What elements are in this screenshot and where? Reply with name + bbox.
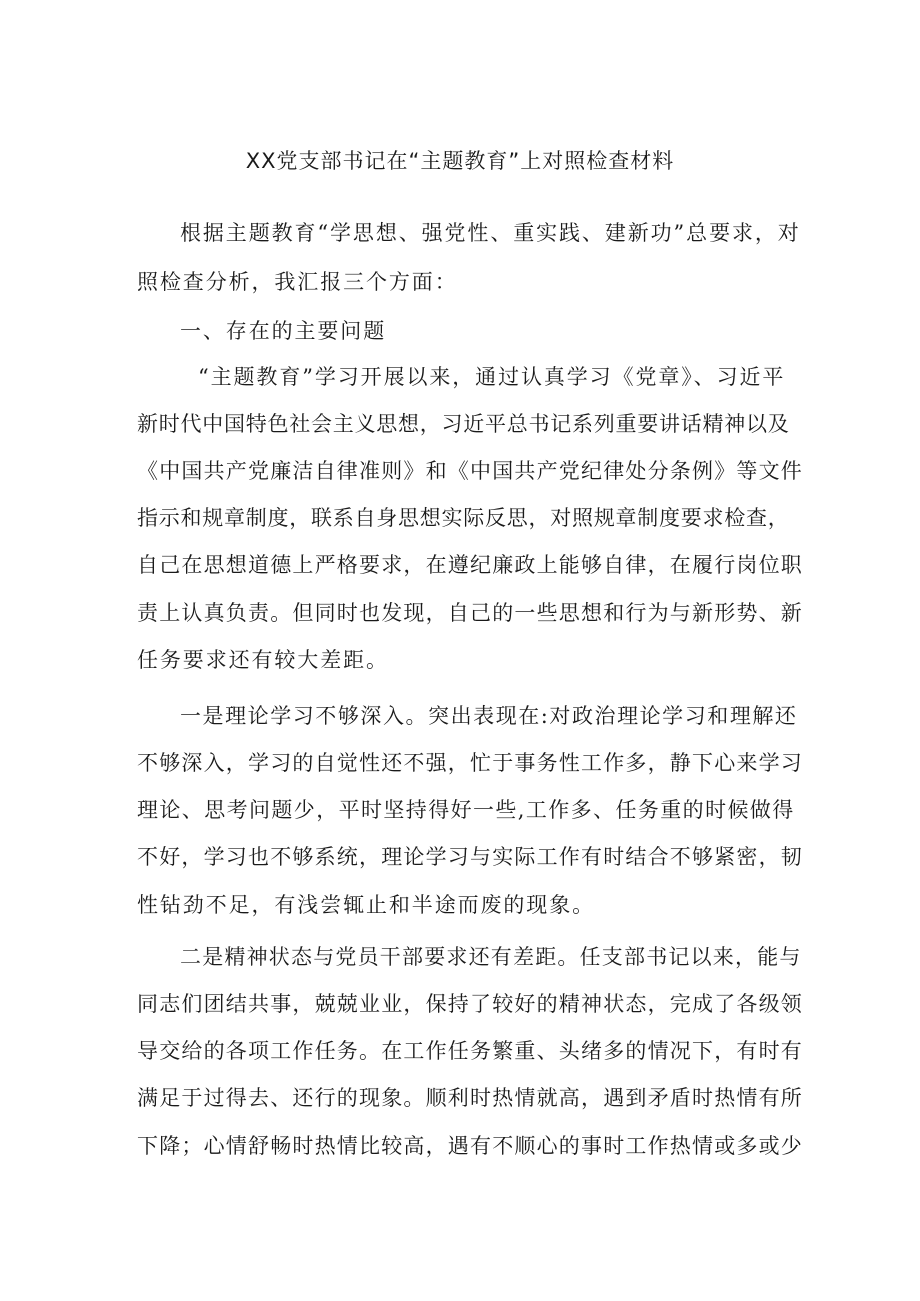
text-line: 不够深入，学习的自觉性还不强，忙于事务性工作多，静下心来学习 bbox=[137, 751, 803, 775]
text-line: 照检查分析，我汇报三个方面： bbox=[137, 270, 458, 294]
text-line: 性钻劲不足，有浅尝辄止和半途而废的现象。 bbox=[137, 893, 595, 917]
text-line: 同志们团结共事，兢兢业业，保持了较好的精神状态，完成了各级领 bbox=[137, 992, 803, 1016]
text-line: 任务要求还有较大差距。 bbox=[137, 648, 389, 672]
text-line: 新时代中国特色社会主义思想，习近平总书记系列重要讲话精神以及 bbox=[137, 412, 790, 436]
text-line: 不好，学习也不够系统，理论学习与实际工作有时结合不够紧密，韧 bbox=[137, 845, 803, 869]
text-line: 导交给的各项工作任务。在工作任务繁重、头绪多的情况下，有时有 bbox=[137, 1039, 803, 1063]
text-line: 根据主题教育“学思想、强党性、重实践、建新功”总要求，对 bbox=[180, 221, 801, 245]
text-line: 《中国共产党廉洁自律准则》和《中国共产党纪律处分条例》等文件 bbox=[137, 459, 803, 483]
text-line: 自己在思想道德上严格要求，在遵纪廉政上能够自律，在履行岗位职 bbox=[137, 553, 803, 577]
text-line: 满足于过得去、还行的现象。顺利时热情就高，遇到矛盾时热情有所 bbox=[137, 1086, 803, 1110]
text-line: 二是精神状态与党员干部要求还有差距。任支部书记以来，能与 bbox=[180, 945, 802, 969]
section-heading: 一、存在的主要问题 bbox=[180, 319, 387, 343]
text-line: 理论、思考问题少，平时坚持得好一些,工作多、任务重的时候做得 bbox=[137, 798, 795, 822]
document-title: XX党支部书记在“主题教育”上对照检查材料 bbox=[245, 149, 675, 173]
text-line: 下降；心情舒畅时热情比较高，遇有不顺心的事时工作热情或多或少 bbox=[137, 1134, 803, 1158]
text-line: 责上认真负责。但同时也发现，自己的一些思想和行为与新形势、新 bbox=[137, 601, 803, 625]
text-line: 指示和规章制度，联系自身思想实际反思，对照规章制度要求检查， bbox=[137, 506, 790, 530]
text-line: 一是理论学习不够深入。突出表现在:对政治理论学习和理解还 bbox=[180, 704, 798, 728]
text-line: “主题教育”学习开展以来，通过认真学习《党章》、习近平 bbox=[198, 365, 786, 389]
